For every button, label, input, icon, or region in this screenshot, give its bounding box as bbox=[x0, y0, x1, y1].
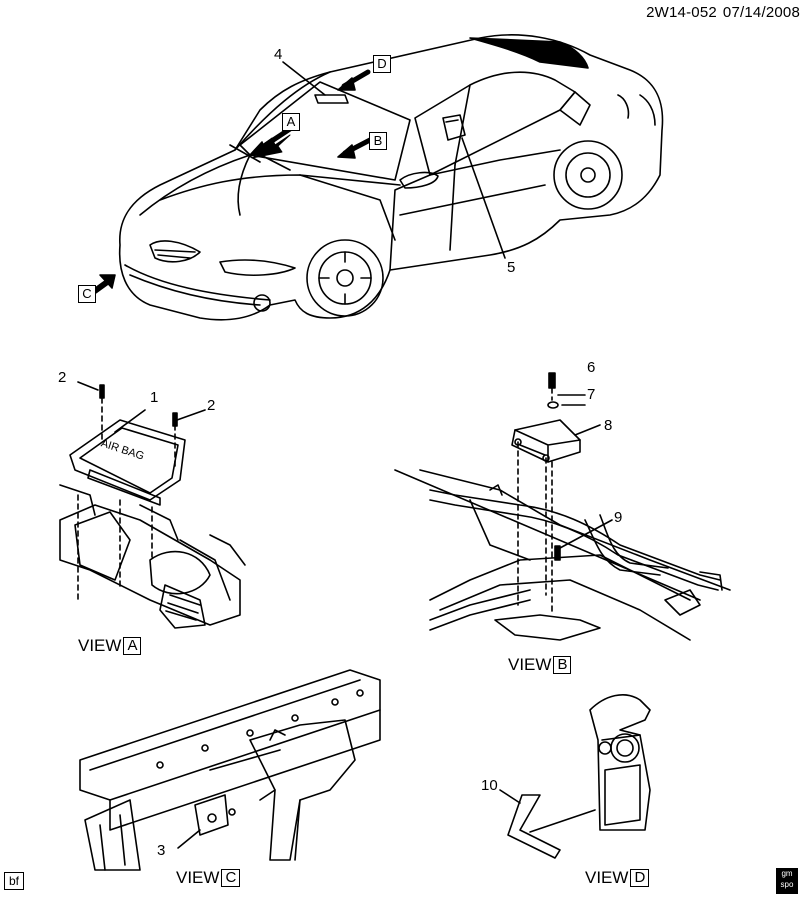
view-b-illustration bbox=[395, 373, 730, 640]
arrow-label-b: B bbox=[369, 132, 387, 150]
callout-5: 6 bbox=[587, 359, 596, 376]
view-c-letter: C bbox=[221, 869, 240, 887]
view-c-caption bbox=[176, 868, 240, 888]
callout-8: 9 bbox=[614, 509, 623, 526]
arrow-label-a: A bbox=[282, 113, 300, 131]
callout-9: 10 bbox=[481, 777, 498, 794]
corner-tag: bf bbox=[4, 872, 24, 890]
view-d-word: VIEW bbox=[585, 868, 629, 887]
vehicle-illustration bbox=[120, 35, 663, 320]
diagram-code: 2W14-052 bbox=[646, 4, 717, 21]
arrow-label-d: D bbox=[373, 55, 391, 73]
view-d-illustration bbox=[500, 695, 650, 858]
arrow-label-c: C bbox=[78, 285, 96, 303]
view-b-caption bbox=[508, 655, 571, 675]
callout-4: 5 bbox=[507, 259, 516, 276]
view-d-caption bbox=[585, 868, 649, 888]
view-b-word: VIEW bbox=[508, 655, 552, 674]
view-a-letter: A bbox=[123, 637, 141, 655]
view-b-letter: B bbox=[553, 656, 571, 674]
gm-spo-logo bbox=[776, 868, 798, 894]
callout-10: 3 bbox=[157, 842, 166, 859]
callout-7: 8 bbox=[604, 417, 613, 434]
view-c-illustration bbox=[80, 670, 380, 870]
logo-text-gm: gm bbox=[781, 869, 793, 878]
view-c-word: VIEW bbox=[176, 868, 220, 887]
view-a-caption bbox=[78, 636, 141, 656]
callout-2-left: 2 bbox=[58, 369, 67, 386]
view-a-word: VIEW bbox=[78, 636, 122, 655]
airbag-module-text: AIR BAG bbox=[99, 437, 146, 463]
callout-2-right: 2 bbox=[207, 397, 216, 414]
callout-3: 4 bbox=[274, 46, 283, 63]
callout-6: 7 bbox=[587, 386, 596, 403]
diagram-header bbox=[640, 4, 800, 21]
view-a-illustration bbox=[60, 382, 245, 628]
view-d-letter: D bbox=[630, 869, 649, 887]
logo-text-spo: spo bbox=[780, 880, 794, 889]
diagram-date: 07/14/2008 bbox=[722, 4, 800, 21]
callout-1: 1 bbox=[150, 389, 159, 406]
